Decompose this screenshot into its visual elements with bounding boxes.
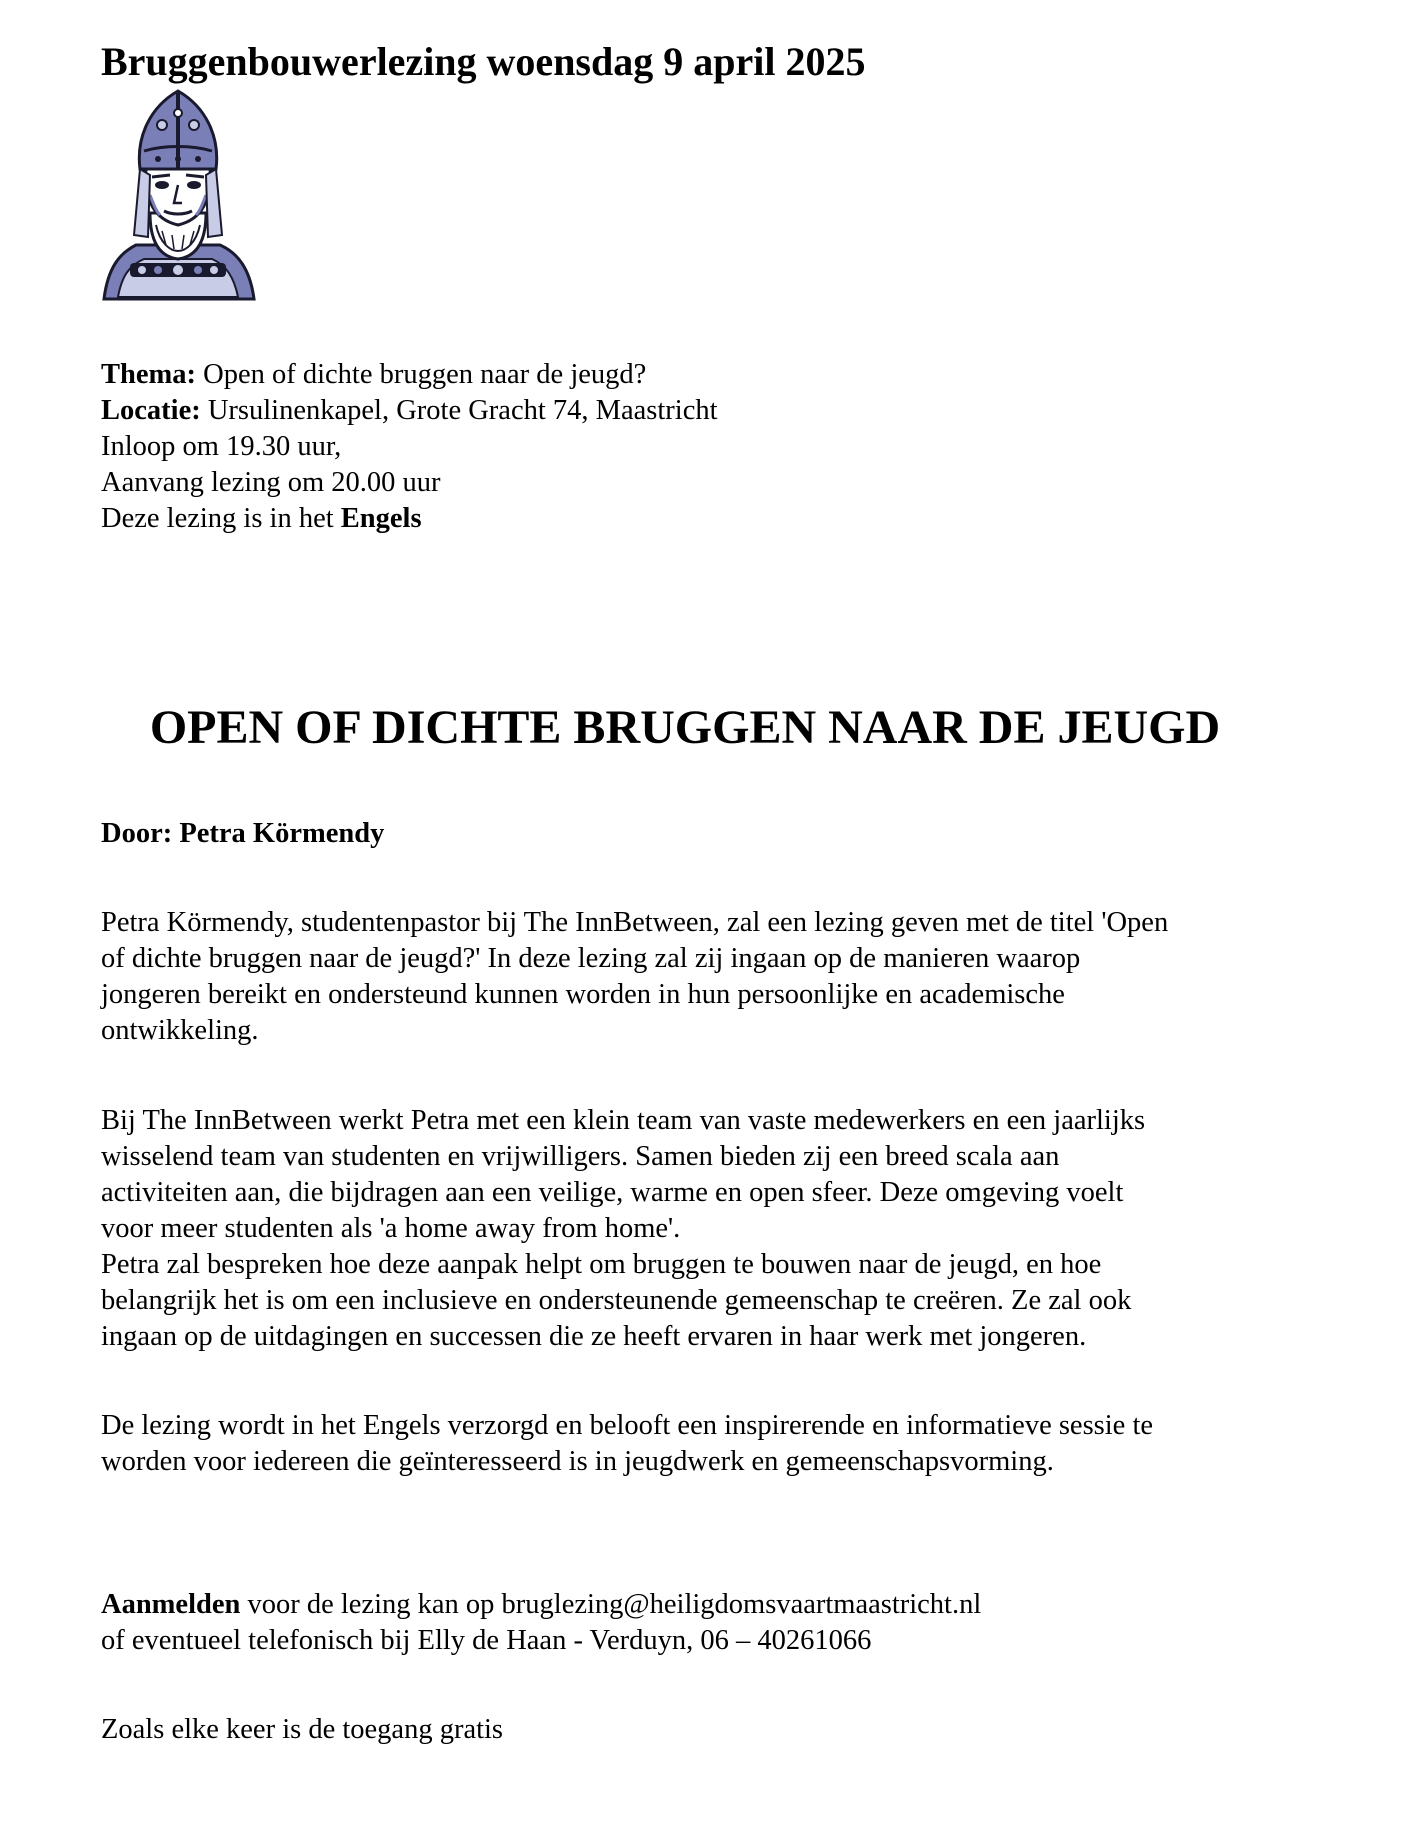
paragraph-line: of dichte bruggen naar de jeugd?' In deze lezing zal zij ingaan op de manieren waarop: [101, 943, 1081, 974]
paragraph-line: ingaan op de uitdagingen en successen die ze heeft ervaren in haar werk met jongeren.: [101, 1321, 1087, 1352]
language-line: [101, 501, 718, 537]
registration-line: [101, 1587, 1291, 1623]
registration-email-link[interactable]: bruglezing@heiligdomsvaartmaastricht.nl: [501, 1589, 982, 1620]
walk-in-time: Inloop om 19.30 uur,: [101, 431, 342, 462]
theme-value: Open of dichte bruggen naar de jeugd?: [196, 359, 647, 390]
location-label: Locatie:: [101, 395, 201, 426]
location-value: Ursulinenkapel, Grote Gracht 74, Maastricht: [200, 395, 718, 426]
event-info: [101, 357, 718, 537]
paragraph-line: ontwikkeling.: [101, 1015, 259, 1046]
closing-note: [101, 1712, 1291, 1748]
paragraph-line: De lezing wordt in het Engels verzorgd en belooft een inspirerende en informatieve sessie te: [101, 1410, 1154, 1441]
paragraph-line: Petra zal bespreken hoe deze aanpak helpt om bruggen te bouwen naar de jeugd, en hoe: [101, 1249, 1102, 1280]
paragraph-line: activiteiten aan, die bijdragen aan een veilige, warme en open sfeer. Deze omgeving voelt: [101, 1177, 1124, 1208]
paragraph-intro: [101, 905, 1291, 1049]
paragraph-line: jongeren bereikt en ondersteund kunnen worden in hun persoonlijke en academische: [101, 979, 1065, 1010]
start-time: Aanvang lezing om 20.00 uur: [101, 467, 441, 498]
paragraph-line: belangrijk het is om een inclusieve en ondersteunende gemeenschap te creëren. Ze zal ook: [101, 1285, 1132, 1316]
paragraph-line: Petra Körmendy, studentenpastor bij The InnBetween, zal een lezing geven met de titel 'Open: [101, 907, 1169, 938]
theme-label: Thema:: [101, 359, 196, 390]
registration-phone: of eventueel telefonisch bij Elly de Haan - Verduyn, 06 – 40261066: [101, 1625, 872, 1656]
page-title: Bruggenbouwerlezing woensdag 9 april 2025: [101, 39, 866, 84]
registration-block: [101, 1587, 1291, 1659]
registration-text: voor de lezing kan op: [240, 1589, 502, 1620]
closing-text: Zoals elke keer is de toegang gratis: [101, 1714, 504, 1745]
paragraph-line: wisselend team van studenten en vrijwilligers. Samen bieden zij een breed scala aan: [101, 1141, 1060, 1172]
location-line: [101, 393, 718, 429]
paragraph-line: Bij The InnBetween werkt Petra met een klein team van vaste medewerkers en een jaarlijks: [101, 1105, 1146, 1136]
paragraph-line: voor meer studenten als 'a home away from home'.: [101, 1213, 681, 1244]
lecture-title: OPEN OF DICHTE BRUGGEN NAAR DE JEUGD: [149, 701, 1221, 754]
bishop-bust-icon: [100, 85, 256, 303]
paragraph-line: worden voor iedereen die geïnteresseerd is in jeugdwerk en gemeenschapsvorming.: [101, 1446, 1054, 1477]
paragraph-language: [101, 1408, 1291, 1480]
language-prefix: Deze lezing is in het: [101, 503, 341, 534]
theme-line: [101, 357, 718, 393]
registration-label: Aanmelden: [101, 1589, 241, 1620]
lecture-author: Door: Petra Körmendy: [101, 818, 385, 849]
paragraph-innbetween: [101, 1103, 1291, 1355]
language-value: Engels: [340, 503, 422, 534]
